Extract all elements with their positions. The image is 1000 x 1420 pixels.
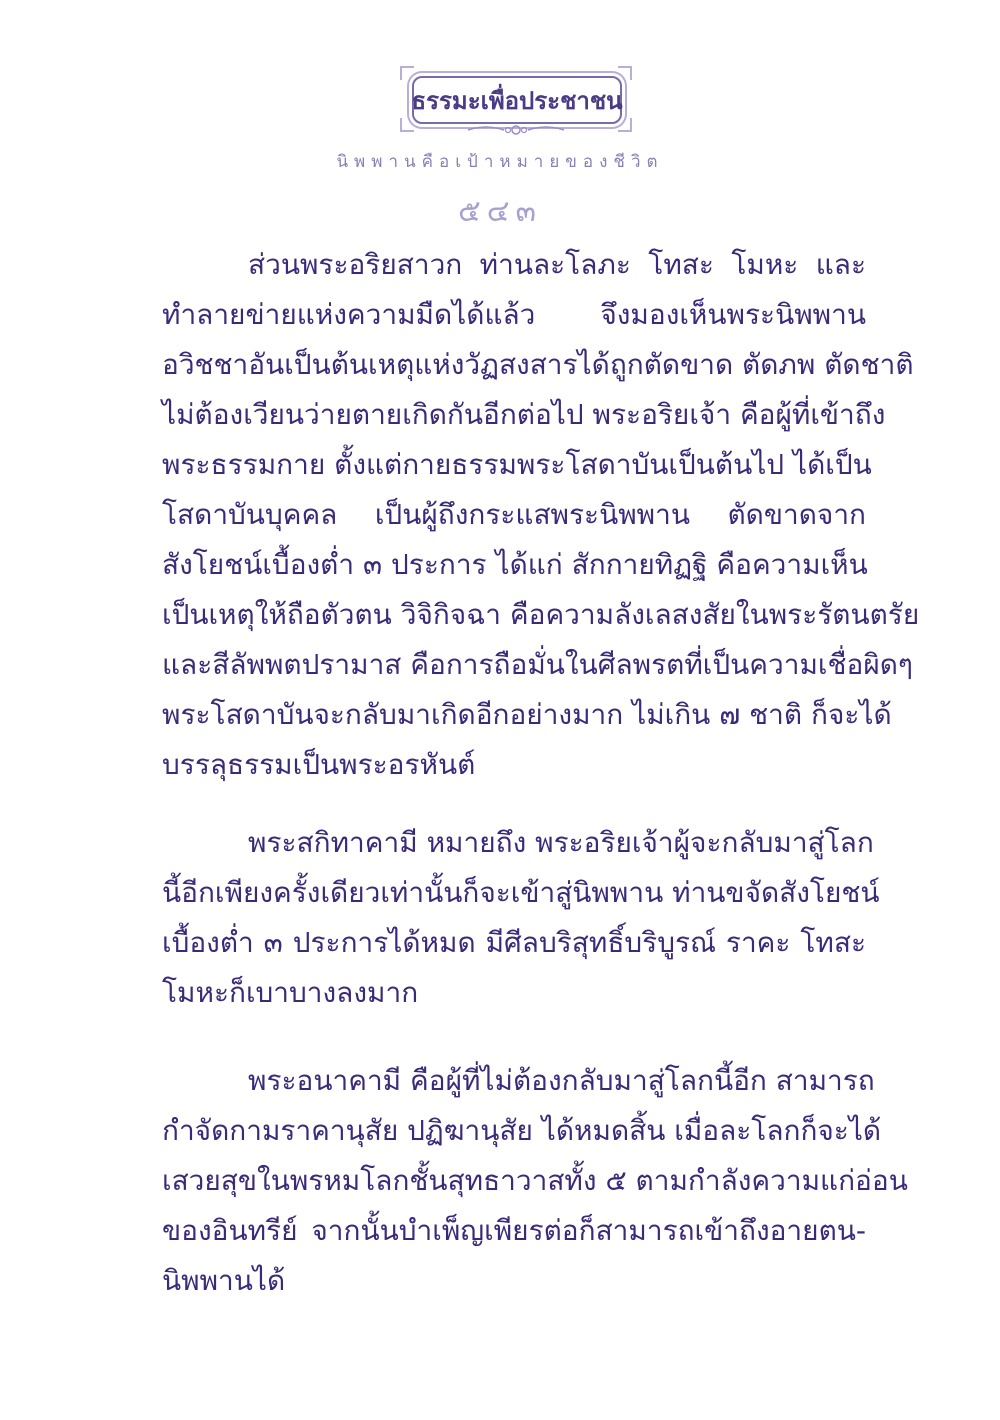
text-line: ส่วนพระอริยสาวก ท่านละโลภะ โทสะ โมหะ และ: [248, 248, 866, 281]
corner-ornament-icon: [400, 118, 414, 132]
text-line: ทำลายข่ายแห่งความมืดได้แล้ว จึงมองเห็นพระนิพพาน: [162, 298, 866, 331]
text-line: สังโยชน์เบื้องต่ำ ๓ ประการ ได้แก่ สักกายทิฏฐิ คือความเห็น: [162, 548, 868, 581]
text-line: โสดาบันบุคคล เป็นผู้ถึงกระแสพระนิพพาน ตัดขาดจาก: [162, 498, 866, 531]
text-line: นี้อีกเพียงครั้งเดียวเท่านั้นก็จะเข้าสู่นิพพาน ท่านขจัดสังโยชน์: [162, 876, 880, 909]
text-line: กำจัดกามราคานุสัย ปฏิฆานุสัย ได้หมดสิ้น เมื่อละโลกก็จะได้: [162, 1114, 882, 1147]
text-line: อวิชชาอันเป็นต้นเหตุแห่งวัฏสงสารได้ถูกตัดขาด ตัดภพ ตัดชาติ: [162, 348, 914, 381]
flourish-ornament-icon: [466, 122, 566, 138]
text-line: โมหะก็เบาบางลงมาก: [162, 976, 419, 1009]
page-number: ๕๔๓: [458, 194, 542, 229]
corner-ornament-icon: [618, 66, 632, 80]
text-line: เสวยสุขในพรหมโลกชั้นสุทธาวาสทั้ง ๕ ตามกำลังความแก่อ่อน: [162, 1164, 908, 1197]
paragraph-1: [162, 240, 920, 790]
text-line: เป็นเหตุให้ถือตัวตน วิจิกิจฉา คือความลังเลสงสัยในพระรัตนตรัย: [162, 598, 920, 631]
text-line: บรรลุธรรมเป็นพระอรหันต์: [162, 748, 476, 781]
text-line: พระสกิทาคามี หมายถึง พระอริยเจ้าผู้จะกลับมาสู่โลก: [248, 826, 874, 859]
paragraph-2: [162, 818, 880, 1018]
text-line: นิพพานได้: [162, 1264, 286, 1297]
text-line: เบื้องต่ำ ๓ ประการได้หมด มีศีลบริสุทธิ์บริบูรณ์ ราคะ โทสะ: [162, 926, 866, 959]
text-line: พระอนาคามี คือผู้ที่ไม่ต้องกลับมาสู่โลกนี้อีก สามารถ: [248, 1064, 875, 1097]
logo-frame: [412, 76, 622, 124]
running-header-subtitle: นิพพานคือเป้าหมายของชีวิต: [336, 152, 664, 172]
text-line: ไม่ต้องเวียนว่ายตายเกิดกันอีกต่อไป พระอริยเจ้า คือผู้ที่เข้าถึง: [162, 398, 886, 431]
corner-ornament-icon: [400, 66, 414, 80]
corner-ornament-icon: [618, 118, 632, 132]
paragraph-3: [162, 1056, 908, 1306]
text-line: พระโสดาบันจะกลับมาเกิดอีกอย่างมาก ไม่เกิน ๗ ชาติ ก็จะได้: [162, 698, 892, 731]
text-line: ของอินทรีย์ จากนั้นบำเพ็ญเพียรต่อก็สามารถเข้าถึงอายตน-: [162, 1214, 866, 1247]
logo-text: ธรรมะเพื่อประชาชน: [411, 86, 623, 115]
text-line: และสีลัพพตปรามาส คือการถือมั่นในศีลพรตที่เป็นความเชื่อผิดๆ: [162, 648, 913, 681]
header-logo: [398, 66, 634, 138]
text-line: พระธรรมกาย ตั้งแต่กายธรรมพระโสดาบันเป็นต้นไป ได้เป็น: [162, 448, 872, 481]
